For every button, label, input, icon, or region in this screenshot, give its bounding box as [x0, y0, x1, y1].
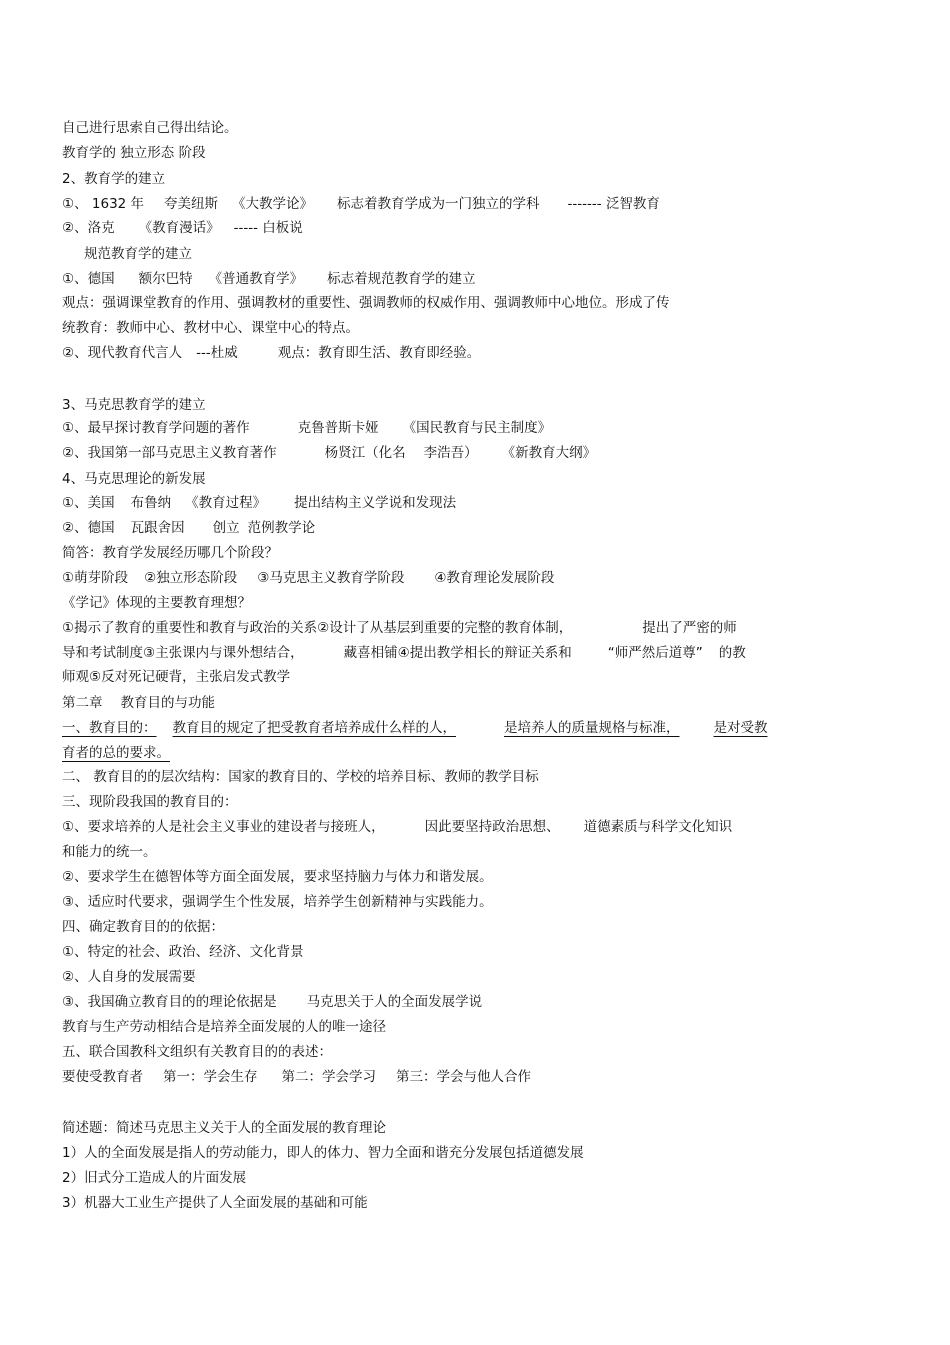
- text-line: ①、德国 额尔巴特 《普通教育学》 标志着规范教育学的建立: [62, 271, 476, 287]
- text-line: ②、德国 瓦跟舍因 创立 范例教学论: [62, 520, 316, 536]
- text-line: 观点：强调课堂教育的作用、强调教材的重要性、强调教师的权威作用、强调教师中心地位。形成了传: [62, 295, 670, 311]
- section-heading: 五、联合国教科文组织有关教育目的的表述：: [62, 1044, 332, 1060]
- underlined-definition: 一、教育目的： 教育目的规定了把受教育者培养成什么样的人， 是培养人的质量规格与标准， 是对受教: [62, 720, 768, 736]
- text-line: ②、要求学生在德智体等方面全面发展，要求坚持脑力与体力和谐发展。: [62, 869, 493, 885]
- chapter-heading: 第二章 教育目的与功能: [62, 695, 215, 711]
- text-line: ①揭示了教育的重要性和教育与政治的关系②设计了从基层到重要的完整的教育体制， 提出了严密的师: [62, 620, 737, 636]
- text-line: ①、特定的社会、政治、经济、文化背景: [62, 944, 304, 960]
- text-line: 要使受教育者 第一：学会生存 第二：学会学习 第三：学会与他人合作: [62, 1069, 531, 1085]
- section-heading: 3、马克思教育学的建立: [62, 397, 206, 413]
- text-line: 教育学的 独立形态 阶段: [62, 145, 206, 161]
- text-line: 二、 教育目的的层次结构：国家的教育目的、学校的培养目标、教师的教学目标: [62, 769, 539, 785]
- section-heading: 2、教育学的建立: [62, 171, 166, 187]
- question-line: 《学记》体现的主要教育理想？: [62, 595, 251, 611]
- text-line: ①、 1632 年 夸美纽斯 《大教学论》 标志着教育学成为一门独立的学科 ------- 泛智教育: [62, 196, 660, 212]
- text-line: ①、美国 布鲁纳 《教育过程》 提出结构主义学说和发现法: [62, 495, 457, 511]
- text-line: ①、最早探讨教育学问题的著作 克鲁普斯卡娅 《国民教育与民主制度》: [62, 420, 552, 436]
- text-line: ③、适应时代要求，强调学生个性发展，培养学生创新精神与实践能力。: [62, 894, 493, 910]
- text-line: 师观⑤反对死记硬背，主张启发式教学: [62, 669, 291, 685]
- section-heading: 三、现阶段我国的教育目的：: [62, 794, 238, 810]
- text-line: 和能力的统一。: [62, 844, 157, 860]
- section-heading: 4、马克思理论的新发展: [62, 471, 206, 487]
- text-line: 教育与生产劳动相结合是培养全面发展的人的唯一途径: [62, 1019, 386, 1035]
- text-line: 自己进行思索自己得出结论。: [62, 120, 238, 136]
- text-line: ②、洛克 《教育漫话》 ----- 白板说: [62, 220, 303, 236]
- text-line: ②、人自身的发展需要: [62, 969, 196, 985]
- text-line: 导和考试制度③主张课内与课外想结合， 藏喜相铺④提出教学相长的辩证关系和 “师严然后道尊” 的教: [62, 645, 746, 661]
- text-line: 统教育：教师中心、教材中心、课堂中心的特点。: [62, 320, 359, 336]
- text-line: 1）人的全面发展是指人的劳动能力，即人的体力、智力全面和谐充分发展包括道德发展: [62, 1145, 584, 1161]
- section-heading: 四、确定教育目的的依据：: [62, 919, 224, 935]
- text-line: ②、现代教育代言人 ---杜威 观点：教育即生活、教育即经验。: [62, 345, 481, 361]
- text-line: ①萌芽阶段 ②独立形态阶段 ③马克思主义教育学阶段 ④教育理论发展阶段: [62, 570, 555, 586]
- text-line: ②、我国第一部马克思主义教育著作 杨贤江（化名 李浩吾） 《新教育大纲》: [62, 445, 597, 461]
- underlined-definition: 育者的总的要求。: [62, 745, 170, 761]
- text-line: 2）旧式分工造成人的片面发展: [62, 1170, 247, 1186]
- text-line: 3）机器大工业生产提供了人全面发展的基础和可能: [62, 1195, 368, 1211]
- section-heading: 规范教育学的建立: [84, 246, 192, 262]
- text-line: ①、要求培养的人是社会主义事业的建设者与接班人， 因此要坚持政治思想、 道德素质与科学文化知识: [62, 819, 733, 835]
- question-line: 简述题：简述马克思主义关于人的全面发展的教育理论: [62, 1120, 386, 1136]
- question-line: 简答：教育学发展经历哪几个阶段？: [62, 545, 278, 561]
- text-line: ③、我国确立教育目的的理论依据是 马克思关于人的全面发展学说: [62, 994, 483, 1010]
